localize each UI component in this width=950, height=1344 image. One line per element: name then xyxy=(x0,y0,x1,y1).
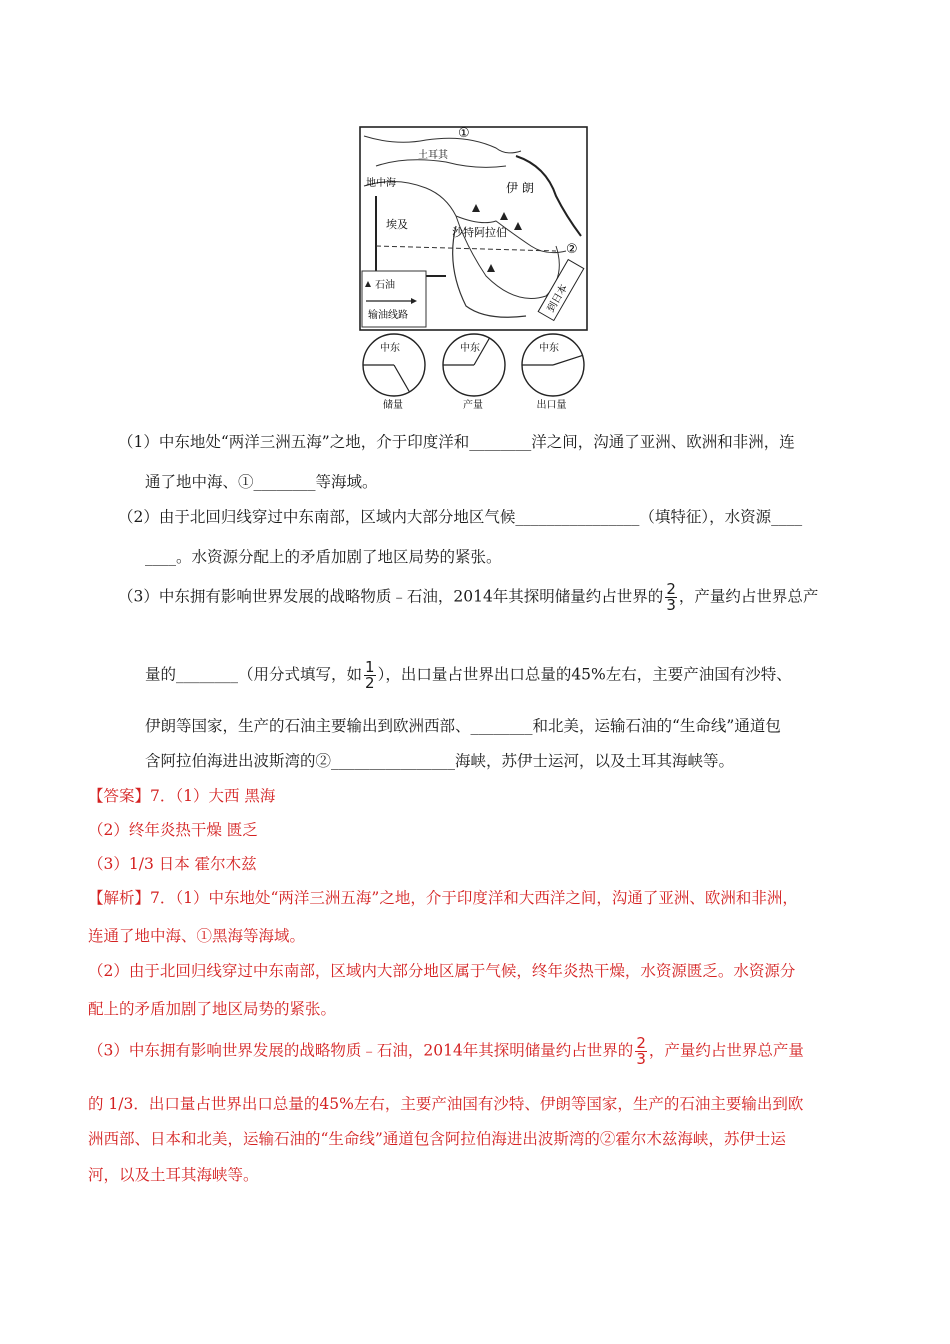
pie-1-label: 中东 xyxy=(380,343,400,354)
q3-line2-text-a: 量的________（用分式填写，如 xyxy=(145,665,363,684)
analysis-line-2: 连通了地中海、①黑海等海域。 xyxy=(88,927,306,945)
q3-line1-text-a: （3）中东拥有影响世界发展的战略物质﹣石油，2014年其探明储量约占世界的 xyxy=(118,587,664,606)
question-3-line-4: 含阿拉伯海进出波斯湾的②________________海峡，苏伊士运河，以及土耳其海峡等。 xyxy=(145,752,735,770)
question-1-line-1: （1）中东地处“两洋三洲五海”之地，介于印度洋和________洋之间，沟通了亚洲、欧洲和非洲，连 xyxy=(118,433,795,451)
q3-line1-text-b: ，产量约占世界总产 xyxy=(678,587,819,606)
analysis-line-4: 配上的矛盾加剧了地区局势的紧张。 xyxy=(88,1000,337,1018)
q3-line2-text-b: ），出口量占世界出口总量的45%左右，主要产油国有沙特、 xyxy=(377,665,792,684)
question-1-line-2: 通了地中海、①________等海域。 xyxy=(145,473,378,491)
marker-2: ② xyxy=(566,242,578,257)
analysis-line-3: （2）由于北回归线穿过中东南部，区域内大部分地区属于气候，终年炎热干燥，水资源匮乏。水资源分 xyxy=(88,962,796,980)
analysis-line-6: 的 1/3．出口量占世界出口总量的45%左右，主要产油国有沙特、伊朗等国家，生产的石油主要输出到欧 xyxy=(88,1095,804,1113)
answer-line-2: （2）终年炎热干燥 匮乏 xyxy=(88,821,258,839)
question-2-line-1: （2）由于北回归线穿过中东南部，区域内大部分地区气候________________（填特征），水资源____ xyxy=(118,508,803,526)
pie-2-caption: 产量 xyxy=(463,400,483,411)
svg-text:到日本: 到日本 xyxy=(545,282,571,315)
marker-1: ① xyxy=(458,126,470,141)
analysis-line-8: 河，以及土耳其海峡等。 xyxy=(88,1166,259,1184)
analysis-line5-text-a: （3）中东拥有影响世界发展的战略物质﹣石油，2014年其探明储量约占世界的 xyxy=(88,1041,634,1060)
pie-2-label: 中东 xyxy=(460,343,480,354)
answer-line-1: 【答案】7．（1）大西 黑海 xyxy=(88,787,276,805)
pie-group xyxy=(363,334,584,411)
fraction-two-thirds: $\frac{2}{3}$ xyxy=(666,580,676,614)
map-svg xyxy=(356,126,590,412)
pie-1-caption: 储量 xyxy=(383,400,403,411)
answer-line-3: （3）1/3 日本 霍尔木兹 xyxy=(88,855,257,873)
analysis-line-1: 【解析】7．（1）中东地处“两洋三洲五海”之地，介于印度洋和大西洋之间，沟通了亚洲、欧洲和非洲， xyxy=(88,889,798,907)
fraction-one-half: $\frac{1}{2}$ xyxy=(365,658,375,692)
pie-3-caption: 出口量 xyxy=(536,400,567,411)
question-3-line-3: 伊朗等国家，生产的石油主要输出到欧洲西部、________和北美，运输石油的“生命线”通道包 xyxy=(145,717,781,735)
legend-oil: 石油 xyxy=(375,280,395,291)
label-iran: 伊 朗 xyxy=(506,181,534,195)
label-mediterranean: 地中海 xyxy=(366,178,396,189)
question-3-line-1 xyxy=(118,582,950,613)
question-2-line-2: ____。水资源分配上的矛盾加剧了地区局势的紧张。 xyxy=(145,548,502,566)
label-turkey: 土耳其 xyxy=(418,150,448,161)
analysis-line-5 xyxy=(88,1036,950,1067)
label-saudi: 沙特阿拉伯 xyxy=(452,226,507,239)
analysis-line5-text-b: ，产量约占世界总产量 xyxy=(648,1041,804,1060)
legend-route: 输油线路 xyxy=(368,310,408,321)
label-egypt: 埃及 xyxy=(386,218,408,231)
question-3-line-2 xyxy=(145,660,950,691)
fraction-two-thirds-analysis: $\frac{2}{3}$ xyxy=(636,1034,646,1068)
pie-3-label: 中东 xyxy=(539,343,559,354)
middle-east-figure xyxy=(356,126,590,412)
analysis-line-7: 洲西部、日本和北美，运输石油的“生命线”通道包含阿拉伯海进出波斯湾的②霍尔木兹海峡，苏伊士运 xyxy=(88,1130,786,1148)
